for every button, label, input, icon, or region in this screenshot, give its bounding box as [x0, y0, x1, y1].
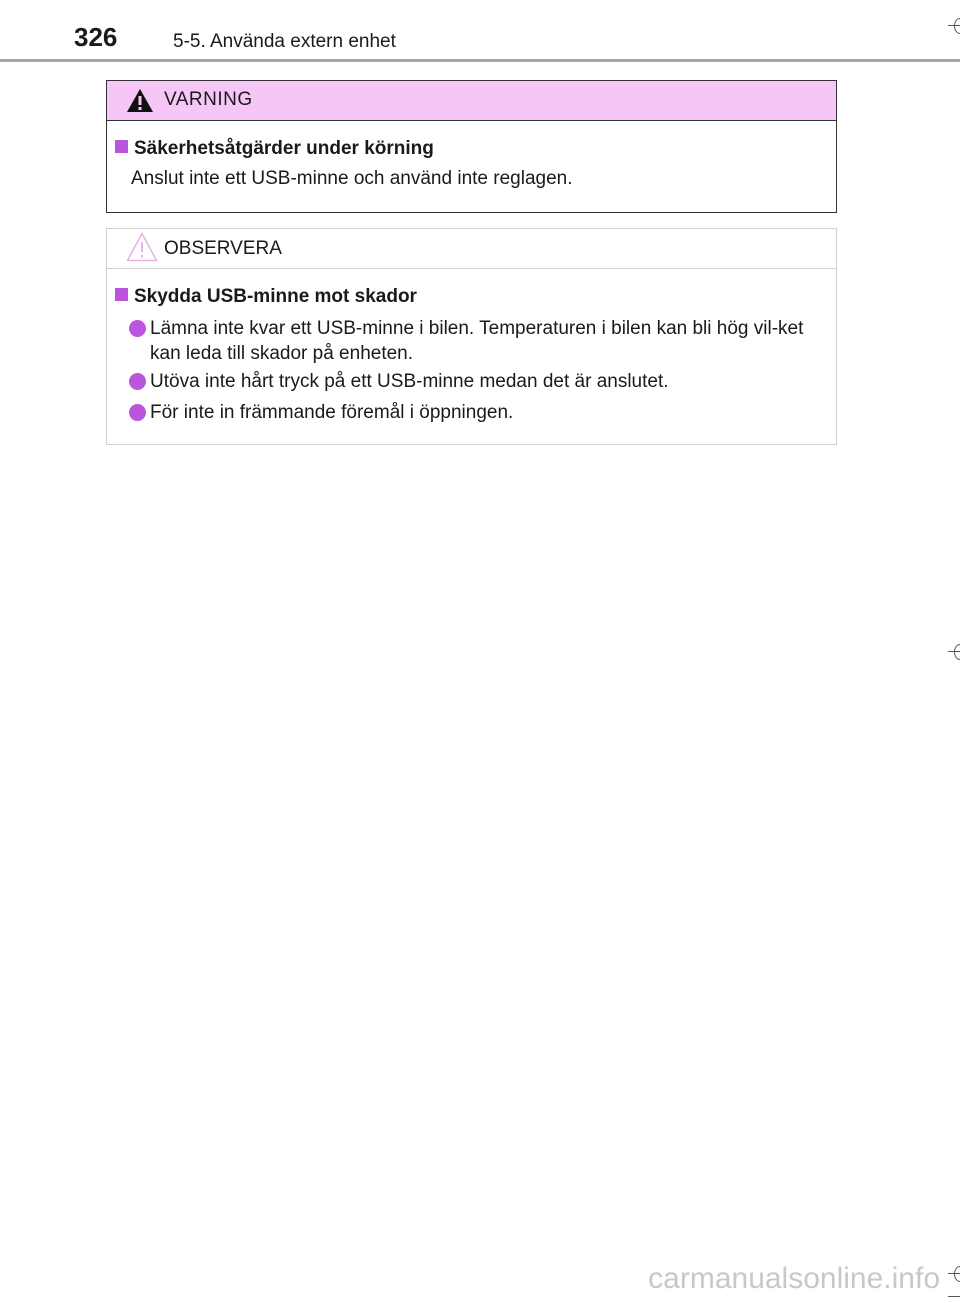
- warning-label: VARNING: [164, 89, 253, 110]
- list-item-text: För inte in främmande föremål i öppningen.: [150, 402, 514, 423]
- caution-heading: [115, 286, 417, 308]
- warning-triangle-icon: [126, 88, 154, 118]
- list-item: [129, 316, 830, 366]
- caution-label: OBSERVERA: [164, 238, 282, 259]
- section-title: 5-5. Använda extern enhet: [173, 31, 396, 52]
- circle-bullet-icon: [129, 373, 146, 390]
- caution-triangle-icon: [126, 232, 158, 267]
- square-bullet-icon: [115, 140, 128, 153]
- caution-heading-text: Skydda USB-minne mot skador: [134, 286, 417, 307]
- crop-mark-middle: [948, 640, 960, 664]
- list-item-text: Lämna inte kvar ett USB-minne i bilen. Temperaturen i bilen kan bli hög vil-ket kan leda till skador på enheten.: [150, 318, 804, 364]
- crop-mark-bottom: [948, 1262, 960, 1302]
- square-bullet-icon: [115, 288, 128, 301]
- warning-heading-text: Säkerhetsåtgärder under körning: [134, 138, 434, 159]
- list-item: [129, 400, 830, 425]
- caution-box: [106, 228, 837, 445]
- list-item: [129, 369, 830, 394]
- circle-bullet-icon: [129, 404, 146, 421]
- circle-bullet-icon: [129, 320, 146, 337]
- caution-header: [107, 229, 836, 269]
- watermark: carmanualsonline.info: [648, 1262, 940, 1295]
- warning-heading: [115, 138, 434, 160]
- warning-box: [106, 80, 837, 213]
- list-item-text: Utöva inte hårt tryck på ett USB-minne medan det är anslutet.: [150, 371, 669, 392]
- crop-mark-top: [948, 14, 960, 38]
- page-number: 326: [74, 22, 118, 52]
- header-rule: [0, 59, 960, 62]
- warning-text: Anslut inte ett USB-minne och använd inte reglagen.: [131, 168, 573, 189]
- warning-header: [107, 81, 836, 121]
